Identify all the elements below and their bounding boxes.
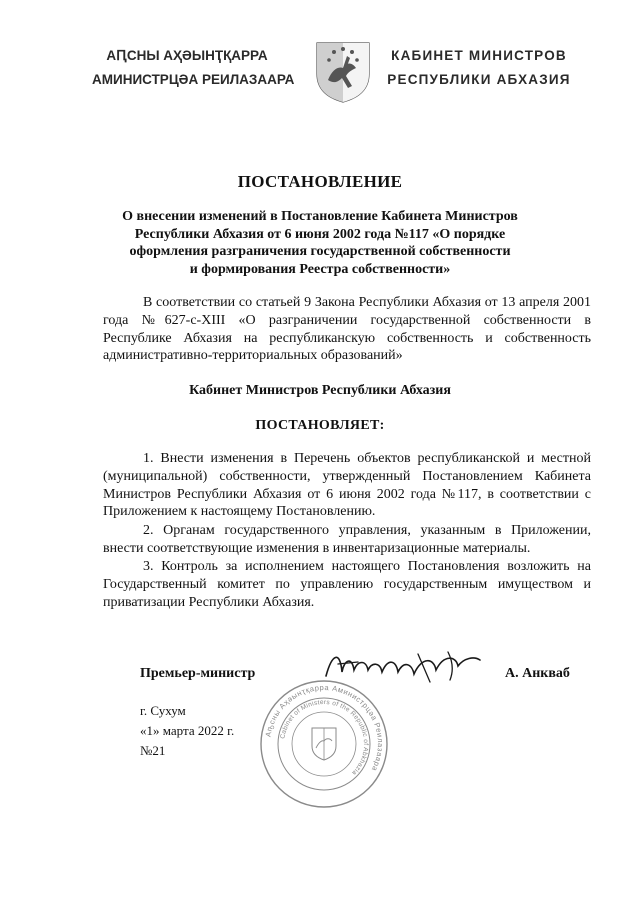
signatory-name: А. Анкваб [505, 666, 570, 681]
resolution-item-3: 3. Контроль за исполнением настоящего Постановления возложить на Государственный комитет по управлению государственным имуществом и приватизации Республики Абхазия. [103, 559, 591, 610]
document-subject [110, 208, 530, 278]
issue-date: «1» марта 2022 г. [140, 723, 235, 738]
svg-text:Аҧсны Аҳәынҭқарра Аминистрцәа: Аҧсны Аҳәынҭқарра Аминистрцәа Реилазаара [263, 682, 386, 773]
subject-line: и формирования Реестра собственности» [189, 261, 451, 277]
document-title: ПОСТАНОВЛЕНИЕ [237, 172, 403, 191]
subject-line: Республики Абхазия от 6 июня 2002 года №117 «О порядке [134, 226, 506, 242]
signatory-title: Премьер-министр [140, 666, 256, 681]
ministry-name-abkhaz [92, 44, 295, 92]
ministry-name-abkhaz-line2: АМИНИСТРЦӘА РЕИЛАЗААРА [92, 72, 295, 87]
document-number: №21 [140, 743, 166, 758]
official-seal [258, 678, 390, 810]
resolution-item-2: 2. Органам государственного управления, указанным в Приложении, внести соответствующие изменения в инвентаризационные материалы. [103, 523, 591, 556]
resolution-item-1: 1. Внести изменения в Перечень объектов республиканской и местной (муниципальной) собственности, утвержденный Постановлением Кабинета Министров Республики Абхазия от 6 июня 2002 года №117, в соответствии с Приложением к настоящему Постановлению. [103, 451, 591, 520]
subject-line: О внесении изменений в Постановление Кабинета Министров [122, 209, 518, 224]
svg-text:Cabinet of Ministers of the Re: Cabinet of Ministers of the Republic of Abkhazia [279, 698, 370, 777]
body-heading: Кабинет Министров Республики Абхазия [189, 383, 451, 398]
ministry-name-russian-line2: РЕСПУБЛИКИ АБХАЗИЯ [387, 72, 571, 87]
subject-line: оформления разграничения государственной собственности [129, 244, 511, 259]
issue-place: г. Сухум [140, 703, 186, 718]
ministry-name-russian-line1: КАБИНЕТ МИНИСТРОВ [391, 48, 567, 63]
ministry-name-russian [381, 44, 577, 92]
resolves-heading: ПОСТАНОВЛЯЕТ: [255, 418, 385, 433]
ministry-name-abkhaz-line1: АԤСНЫ АҲӘЫНҬҚАРРА [106, 48, 268, 63]
preamble-paragraph: В соответствии со статьей 9 Закона Республики Абхазия от 13 апреля 2001 года №627-с-XIII «О разграничении государственной собственности в Республике Абхазия на республиканскую собственность и собственность административно-территориальных образований» [103, 295, 591, 364]
abkhazia-coat-of-arms-icon [314, 40, 372, 104]
